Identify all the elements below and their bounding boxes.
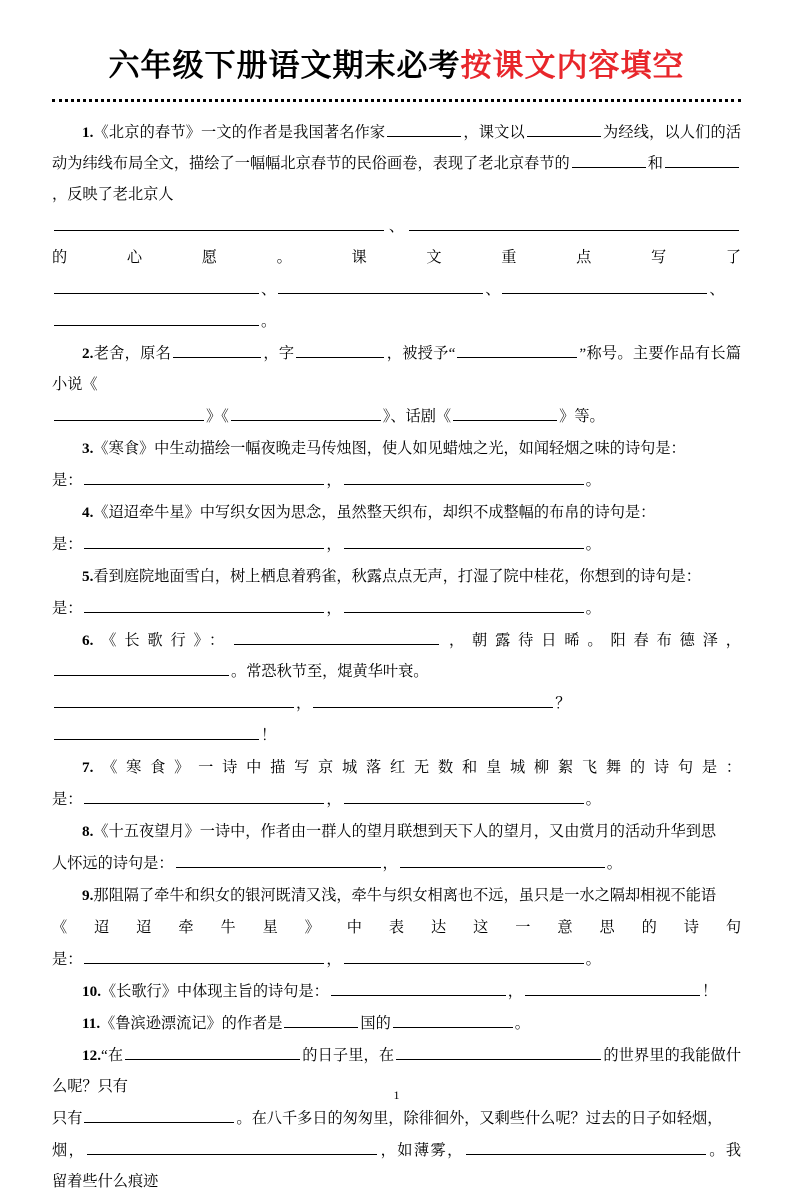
question-9-cont-1 — [52, 912, 741, 944]
blank[interactable] — [54, 690, 294, 708]
question-11-number: 11. — [82, 1015, 101, 1032]
blank[interactable] — [344, 946, 584, 964]
question-12-text-h: 。我留着些什么痕迹 — [52, 1142, 742, 1190]
blank[interactable] — [125, 1042, 300, 1060]
blank[interactable] — [409, 213, 739, 231]
question-3-number: 3. — [82, 440, 94, 457]
blank[interactable] — [84, 467, 324, 485]
question-1-text-a: 《北京的春节》一文的作者是我国著名作家 — [93, 124, 386, 141]
question-2-text-g: 》等。 — [559, 408, 605, 425]
question-10-number: 10. — [82, 983, 101, 1000]
question-2-text-e: 》《 — [206, 408, 229, 425]
page-title — [52, 0, 741, 85]
question-9-text-c: ， — [326, 951, 342, 968]
blank[interactable] — [502, 276, 707, 294]
question-9-text-b: 《迢迢牵牛星》中表达这一意思的诗句 — [52, 919, 741, 936]
blank[interactable] — [393, 1010, 513, 1028]
question-11-text-c: 。 — [514, 1015, 530, 1032]
question-12-text-b: 的日子里，在 — [302, 1047, 395, 1064]
question-7-label: 是： — [52, 791, 83, 808]
question-2-text-c: ，被授予“ — [386, 345, 456, 362]
question-12-cont-1 — [52, 1103, 741, 1135]
question-6-text-b: ，朝露待日晞。阳春布德泽， — [441, 632, 741, 649]
questions-body — [52, 117, 741, 1198]
question-1-text-b: ，课文以 — [463, 124, 525, 141]
question-5-text-c: 。 — [585, 600, 601, 617]
blank[interactable] — [572, 150, 646, 168]
question-1-text-k: 。 — [261, 313, 277, 330]
blank[interactable] — [400, 850, 605, 868]
blank[interactable] — [84, 531, 324, 549]
blank[interactable] — [344, 786, 584, 804]
blank[interactable] — [344, 531, 584, 549]
question-9-text-a: 那阻隔了牵牛和织女的银河既清又浅，牵牛与织女相离也不远，虽只是一水之隔却相视不能语 — [93, 887, 717, 904]
blank[interactable] — [84, 595, 324, 613]
blank[interactable] — [284, 1010, 358, 1028]
title-black-part: 六年级下册语文期末必考 — [108, 48, 461, 83]
question-10-text-a: 《长歌行》中体现主旨的诗句是： — [100, 983, 329, 1000]
question-3-label: 是： — [52, 472, 83, 489]
question-1-text-h: 、 — [261, 281, 277, 298]
question-item-9 — [52, 880, 741, 912]
question-2-text-f: 》、话剧《 — [382, 408, 452, 425]
question-1-text-e: ，反映了老北京人 — [52, 186, 174, 203]
question-9-cont-2 — [52, 944, 741, 976]
question-6-text-f: ！ — [261, 727, 277, 744]
question-1-number: 1. — [82, 124, 94, 141]
question-1-text-f: 、 — [386, 218, 407, 235]
blank[interactable] — [525, 978, 700, 996]
question-4-text-c: 。 — [585, 536, 601, 553]
question-8-cont-1 — [52, 848, 741, 880]
question-10-text-c: ！ — [701, 983, 718, 1000]
blank[interactable] — [331, 978, 506, 996]
question-6-cont-2 — [52, 720, 741, 752]
question-8-text-c: ， — [382, 855, 398, 872]
question-9-text-d: 。 — [585, 951, 601, 968]
question-8-text-a: 《十五夜望月》一诗中，作者由一群人的望月联想到天下人的望月，又由赏月的活动升华到思 — [93, 823, 717, 840]
question-4-text-b: ， — [326, 536, 342, 553]
blank[interactable] — [84, 786, 324, 804]
question-6-text-a: 《长歌行》： — [93, 632, 233, 649]
question-8-text-d: 。 — [606, 855, 622, 872]
title-red-part: 按课文内容填空 — [460, 48, 685, 83]
blank[interactable] — [54, 276, 259, 294]
question-2-number: 2. — [82, 345, 94, 362]
question-item-2 — [52, 338, 741, 401]
question-5-number: 5. — [82, 568, 94, 585]
blank[interactable] — [396, 1042, 601, 1060]
question-item-7 — [52, 752, 741, 784]
question-6-cont-1 — [52, 688, 741, 720]
question-9-number: 9. — [82, 887, 94, 904]
question-item-10 — [52, 976, 741, 1008]
question-6-text-e: ？ — [555, 695, 571, 712]
question-1-text-d: 和 — [647, 155, 664, 172]
question-3-text-a: 《寒食》中生动描绘一幅夜晚走马传烛图，使人如见蜡烛之光，如闻轻烟之味的诗句是： — [93, 440, 686, 457]
question-6-text-c: 。常恐秋节至，焜黄华叶衰。 — [231, 663, 429, 680]
blank[interactable] — [278, 276, 483, 294]
blank[interactable] — [234, 627, 439, 645]
blank[interactable] — [176, 850, 381, 868]
question-5-cont-1 — [52, 593, 741, 625]
question-6-text-d: ， — [296, 695, 312, 712]
question-1-cont-2 — [52, 274, 741, 306]
blank[interactable] — [344, 467, 584, 485]
blank[interactable] — [296, 340, 384, 358]
question-9-label: 是： — [52, 951, 83, 968]
question-item-11 — [52, 1008, 741, 1040]
question-12-text-a: “在 — [100, 1047, 124, 1064]
question-item-8 — [52, 816, 741, 848]
question-7-number: 7. — [82, 759, 94, 776]
question-4-label: 是： — [52, 536, 83, 553]
blank[interactable] — [54, 403, 204, 421]
blank[interactable] — [84, 1105, 234, 1123]
question-3-text-b: ， — [326, 472, 342, 489]
question-4-number: 4. — [82, 504, 94, 521]
question-7-text-c: 。 — [585, 791, 601, 808]
question-3-text-c: 。 — [585, 472, 601, 489]
question-1-text-c: 为经线，以人们的活动为纬线布局全文，描绘了一幅幅北京春节的民俗画卷，表现了老北京春节的 — [52, 124, 742, 172]
blank[interactable] — [457, 340, 577, 358]
question-4-text-a: 《迢迢牵牛星》中写织女因为思念，虽然整天织布，却织不成整幅的布帛的诗句是： — [93, 504, 656, 521]
blank[interactable] — [387, 119, 461, 137]
question-12-text-f: 烟， — [52, 1142, 86, 1159]
blank[interactable] — [231, 403, 381, 421]
question-item-1 — [52, 117, 741, 211]
blank[interactable] — [54, 658, 229, 676]
question-12-text-d: 只有 — [52, 1110, 83, 1127]
question-12-text-c: 的世界里的我能做什么呢？只有 — [52, 1047, 742, 1095]
title-divider — [52, 99, 741, 105]
blank[interactable] — [527, 119, 601, 137]
question-item-4 — [52, 497, 741, 529]
question-7-text-a: 《寒食》一诗中描写京城落红无数和皇城柳絮飞舞的诗句是： — [93, 759, 741, 776]
question-item-5 — [52, 561, 741, 593]
question-2-cont-1 — [52, 401, 741, 433]
question-5-text-b: ， — [326, 600, 342, 617]
question-1-cont-3 — [52, 306, 741, 338]
question-1-text-j: 、 — [709, 281, 725, 298]
question-11-text-a: 《鲁滨逊漂流记》的作者是 — [100, 1015, 283, 1032]
question-item-6 — [52, 625, 741, 688]
blank[interactable] — [313, 690, 553, 708]
blank[interactable] — [344, 595, 584, 613]
blank[interactable] — [87, 1137, 377, 1155]
blank[interactable] — [466, 1137, 706, 1155]
question-10-text-b: ， — [507, 983, 523, 1000]
question-7-text-b: ， — [326, 791, 342, 808]
question-3-cont-1 — [52, 465, 741, 497]
question-5-text-a: 看到庭院地面雪白，树上栖息着鸦雀，秋露点点无声，打湿了院中桂花，你想到的诗句是： — [93, 568, 701, 585]
question-12-text-g: ，如薄雾， — [379, 1142, 464, 1159]
question-1-cont-1 — [52, 211, 741, 274]
question-6-number: 6. — [82, 632, 94, 649]
question-2-text-a: 老舍，原名 — [93, 345, 172, 362]
question-1-text-i: 、 — [485, 281, 501, 298]
page-number: 1 — [393, 1088, 400, 1102]
question-12-cont-2 — [52, 1135, 741, 1198]
blank[interactable] — [54, 213, 384, 231]
question-1-text-g: 的心愿。课文重点写了 — [52, 249, 741, 266]
blank[interactable] — [54, 308, 259, 326]
blank[interactable] — [84, 946, 324, 964]
question-5-label: 是： — [52, 600, 83, 617]
question-12-number: 12. — [82, 1047, 101, 1064]
question-item-3 — [52, 433, 741, 465]
question-11-text-b: 国的 — [360, 1015, 391, 1032]
question-8-text-b: 人怀远的诗句是： — [52, 855, 174, 872]
question-4-cont-1 — [52, 529, 741, 561]
question-8-number: 8. — [82, 823, 94, 840]
question-2-text-b: ，字 — [263, 345, 295, 362]
blank[interactable] — [54, 722, 259, 740]
question-2-text-d: ”称号。主要作品有长篇小说《 — [52, 345, 742, 393]
blank[interactable] — [665, 150, 739, 168]
blank[interactable] — [173, 340, 261, 358]
question-7-cont-1 — [52, 784, 741, 816]
blank[interactable] — [453, 403, 557, 421]
question-12-text-e: 。在八千多日的匆匆里，除徘徊外，又剩些什么呢？过去的日子如轻烟， — [236, 1110, 723, 1127]
